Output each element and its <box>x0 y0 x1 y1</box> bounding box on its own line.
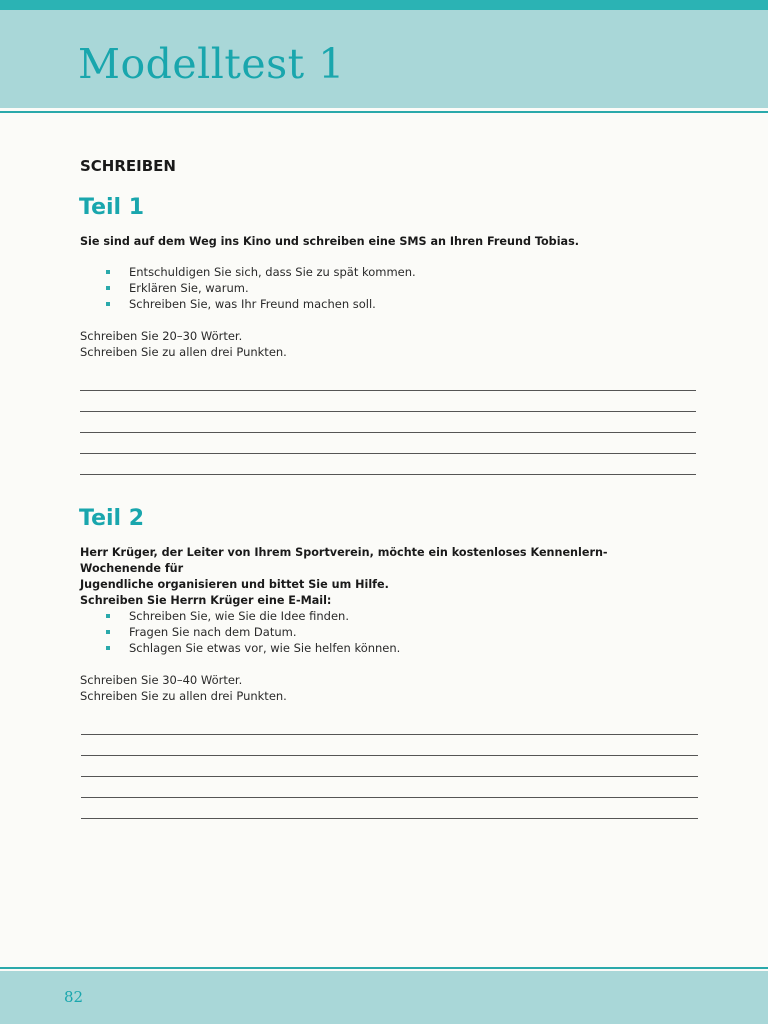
teil-2-bullet-list <box>106 608 400 656</box>
answer-line[interactable] <box>80 453 696 454</box>
header-rule <box>0 111 768 113</box>
bullet-text: Schreiben Sie, was Ihr Freund machen soll. <box>129 297 376 311</box>
teil-1-instructions <box>80 328 287 360</box>
answer-line[interactable] <box>81 818 698 819</box>
bullet-text: Schreiben Sie, wie Sie die Idee finden. <box>129 609 349 623</box>
bullet-text: Entschuldigen Sie sich, dass Sie zu spät kommen. <box>129 265 416 279</box>
answer-line[interactable] <box>80 390 696 391</box>
answer-line[interactable] <box>80 432 696 433</box>
instruction-line: Schreiben Sie zu allen drei Punkten. <box>80 345 287 359</box>
page-number: 82 <box>64 988 84 1006</box>
bullet-item <box>106 608 400 624</box>
square-bullet-icon <box>106 286 110 290</box>
teil-2-instructions <box>80 672 287 704</box>
instruction-line: Schreiben Sie 30–40 Wörter. <box>80 673 243 687</box>
instruction-line: Schreiben Sie zu allen drei Punkten. <box>80 689 287 703</box>
page-title: Modelltest 1 <box>78 40 345 88</box>
answer-line[interactable] <box>81 776 698 777</box>
teil-1-heading: Teil 1 <box>79 195 145 220</box>
bullet-item <box>106 264 416 280</box>
section-title: SCHREIBEN <box>80 157 176 175</box>
bullet-item <box>106 296 416 312</box>
square-bullet-icon <box>106 630 110 634</box>
teil-1-task <box>80 234 680 250</box>
bullet-text: Schlagen Sie etwas vor, wie Sie helfen können. <box>129 641 401 655</box>
bullet-item <box>106 624 400 640</box>
answer-line[interactable] <box>80 474 696 475</box>
teil-2-task <box>80 545 680 609</box>
teil-2-heading: Teil 2 <box>79 506 145 531</box>
bullet-item <box>106 280 416 296</box>
answer-line[interactable] <box>80 411 696 412</box>
square-bullet-icon <box>106 614 110 618</box>
answer-line[interactable] <box>81 734 698 735</box>
teil-2-task-line: Schreiben Sie Herrn Krüger eine E-Mail: <box>80 594 332 607</box>
square-bullet-icon <box>106 646 110 650</box>
instruction-line: Schreiben Sie 20–30 Wörter. <box>80 329 243 343</box>
bullet-item <box>106 640 400 656</box>
teil-2-task-line: Herr Krüger, der Leiter von Ihrem Sportverein, möchte ein kostenloses Kennenlern-Wochenende für <box>80 546 608 575</box>
square-bullet-icon <box>106 302 110 306</box>
footer-band <box>0 971 768 1024</box>
teil-1-task-line: Sie sind auf dem Weg ins Kino und schreiben eine SMS an Ihren Freund Tobias. <box>80 235 579 248</box>
bullet-text: Erklären Sie, warum. <box>129 281 249 295</box>
footer-rule <box>0 967 768 969</box>
answer-line[interactable] <box>81 797 698 798</box>
square-bullet-icon <box>106 270 110 274</box>
bullet-text: Fragen Sie nach dem Datum. <box>129 625 297 639</box>
teil-1-bullet-list <box>106 264 416 312</box>
answer-line[interactable] <box>81 755 698 756</box>
teil-2-task-line: Jugendliche organisieren und bittet Sie um Hilfe. <box>80 578 389 591</box>
